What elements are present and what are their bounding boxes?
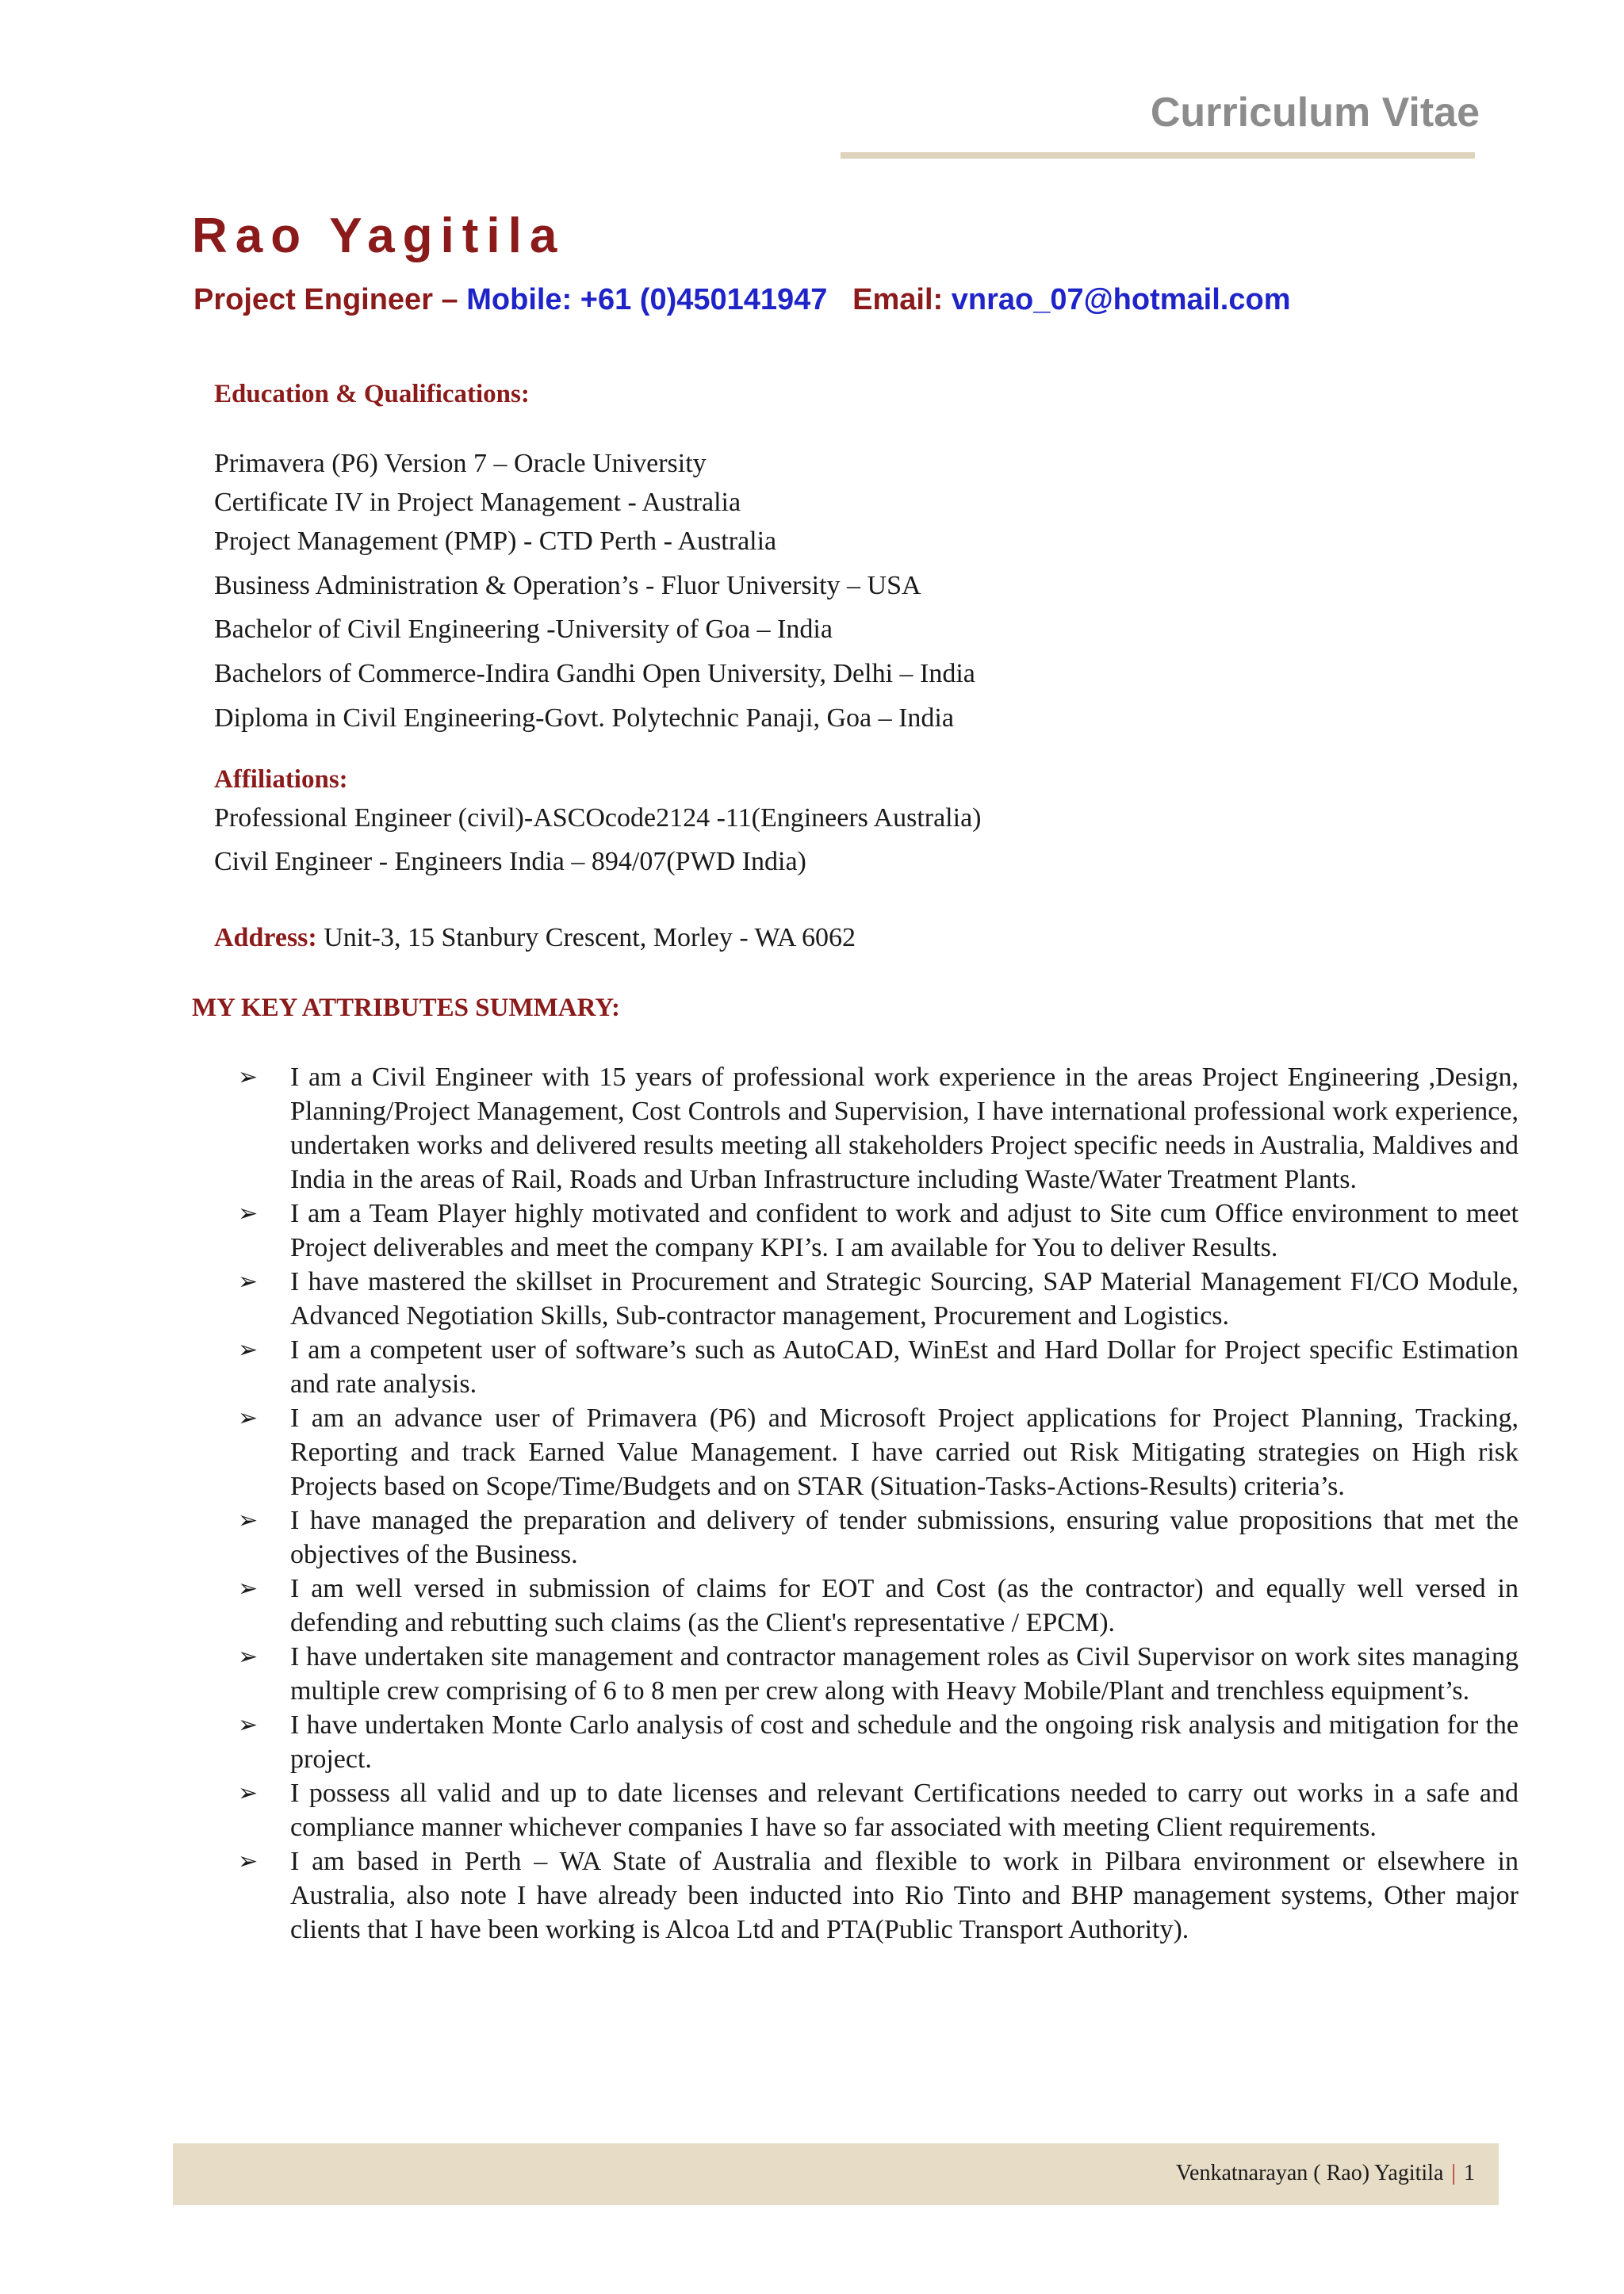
arrow-bullet-icon: ➢	[238, 1643, 259, 1671]
page-footer	[173, 2143, 1499, 2205]
list-item	[238, 1197, 1519, 1265]
education-item: Project Management (PMP) - CTD Perth - Australia	[214, 527, 777, 556]
attributes-list	[238, 1060, 1519, 1947]
list-item-text: I am a Team Player highly motivated and confident to work and adjust to Site cum Office environment to meet Project deliverables and meet the company KPI’s. I am available for You to deliver Results.	[290, 1199, 1519, 1262]
arrow-bullet-icon: ➢	[238, 1268, 259, 1296]
list-item-text: I possess all valid and up to date licenses and relevant Certifications needed to carry out works in a safe and compliance manner whichever companies I have so far associated with meeting Client requirements.	[290, 1779, 1519, 1842]
list-item-text: I am a Civil Engineer with 15 years of professional work experience in the areas Project Engineering ,Design, Planning/Project Management, Cost Controls and Supervision, I have international professional work experience, undertaken works and delivered results meeting all stakeholders Project specific needs in Australia, Maldives and India in the areas of Rail, Roads and Urban Infrastructure including Waste/Water Treatment Plants.	[290, 1063, 1519, 1194]
education-heading: Education & Qualifications:	[214, 380, 530, 408]
footer-text	[1176, 2161, 1475, 2186]
education-item: Bachelors of Commerce-Indira Gandhi Open University, Delhi – India	[214, 659, 975, 688]
arrow-bullet-icon: ➢	[238, 1404, 259, 1432]
list-item	[238, 1776, 1519, 1844]
list-item	[238, 1265, 1519, 1333]
list-item-text: I am well versed in submission of claims for EOT and Cost (as the contractor) and equally well versed in defending and rebutting such claims (as the Client's representative / EPCM).	[290, 1574, 1519, 1637]
affiliations-heading: Affiliations:	[214, 765, 348, 794]
arrow-bullet-icon: ➢	[238, 1336, 259, 1364]
list-item-text: I have managed the preparation and delivery of tender submissions, ensuring value propositions that met the objectives of the Business.	[290, 1506, 1519, 1569]
address-line	[214, 923, 856, 953]
arrow-bullet-icon: ➢	[238, 1711, 259, 1739]
list-item	[238, 1640, 1519, 1708]
address-label: Address:	[214, 923, 317, 952]
affiliation-item: Professional Engineer (civil)-ASCOcode2124 -11(Engineers Australia)	[214, 803, 982, 833]
arrow-bullet-icon: ➢	[238, 1200, 259, 1227]
email-label: Email:	[852, 283, 944, 316]
list-item	[238, 1503, 1519, 1572]
list-item-text: I have mastered the skillset in Procurement and Strategic Sourcing, SAP Material Management FI/CO Module, Advanced Negotiation Skills, Sub-contractor management, Procurement and Logistics.	[290, 1267, 1519, 1331]
list-item-text: I am based in Perth – WA State of Australia and flexible to work in Pilbara environment or elsewhere in Australia, also note I have already been inducted into Rio Tinto and BHP management systems, Other major clients that I have been working is Alcoa Ltd and PTA(Public Transport Authority).	[290, 1847, 1519, 1944]
education-item: Certificate IV in Project Management - Australia	[214, 488, 741, 517]
footer-separator: |	[1451, 2161, 1456, 2185]
document-title: Curriculum Vitae	[1150, 90, 1480, 136]
list-item-text: I have undertaken Monte Carlo analysis of cost and schedule and the ongoing risk analysis and mitigation for the project.	[290, 1710, 1519, 1774]
list-item-text: I am a competent user of software’s such as AutoCAD, WinEst and Hard Dollar for Project specific Estimation and rate analysis.	[290, 1335, 1519, 1399]
address-value: Unit-3, 15 Stanbury Crescent, Morley - WA 6062	[324, 923, 856, 952]
arrow-bullet-icon: ➢	[238, 1507, 259, 1534]
job-role: Project Engineer –	[193, 283, 458, 316]
mobile-label: Mobile:	[466, 283, 573, 316]
affiliation-item: Civil Engineer - Engineers India – 894/07(PWD India)	[214, 847, 806, 876]
list-item	[238, 1401, 1519, 1503]
header-divider	[841, 152, 1475, 159]
list-item	[238, 1572, 1519, 1640]
education-item: Business Administration & Operation’s - Fluor University – USA	[214, 571, 921, 600]
education-item: Bachelor of Civil Engineering -University of Goa – India	[214, 615, 833, 644]
contact-line	[193, 283, 1291, 317]
list-item-text: I am an advance user of Primavera (P6) and Microsoft Project applications for Project Planning, Tracking, Reporting and track Earned Value Management. I have carried out Risk Mitigating strategies on High risk Projects based on Scope/Time/Budgets and on STAR (Situation-Tasks-Actions-Results) criteria’s.	[290, 1404, 1519, 1501]
email-address: vnrao_07@hotmail.com	[951, 283, 1291, 316]
arrow-bullet-icon: ➢	[238, 1848, 259, 1875]
candidate-name: Rao Yagitila	[192, 209, 565, 263]
education-item: Diploma in Civil Engineering-Govt. Polytechnic Panaji, Goa – India	[214, 703, 954, 733]
list-item	[238, 1333, 1519, 1401]
arrow-bullet-icon: ➢	[238, 1779, 259, 1807]
list-item	[238, 1708, 1519, 1776]
education-item: Primavera (P6) Version 7 – Oracle University	[214, 449, 707, 478]
list-item	[238, 1844, 1519, 1947]
arrow-bullet-icon: ➢	[238, 1063, 259, 1091]
mobile-number: +61 (0)450141947	[580, 283, 828, 316]
arrow-bullet-icon: ➢	[238, 1575, 259, 1603]
list-item-text: I have undertaken site management and contractor management roles as Civil Supervisor on work sites managing multiple crew comprising of 6 to 8 men per crew along with Heavy Mobile/Plant and trenchless equipment’s.	[290, 1642, 1519, 1706]
footer-author: Venkatnarayan ( Rao) Yagitila	[1175, 2161, 1444, 2185]
page-number: 1	[1464, 2161, 1475, 2185]
list-item	[238, 1060, 1519, 1197]
summary-heading: MY KEY ATTRIBUTES SUMMARY:	[192, 994, 621, 1022]
